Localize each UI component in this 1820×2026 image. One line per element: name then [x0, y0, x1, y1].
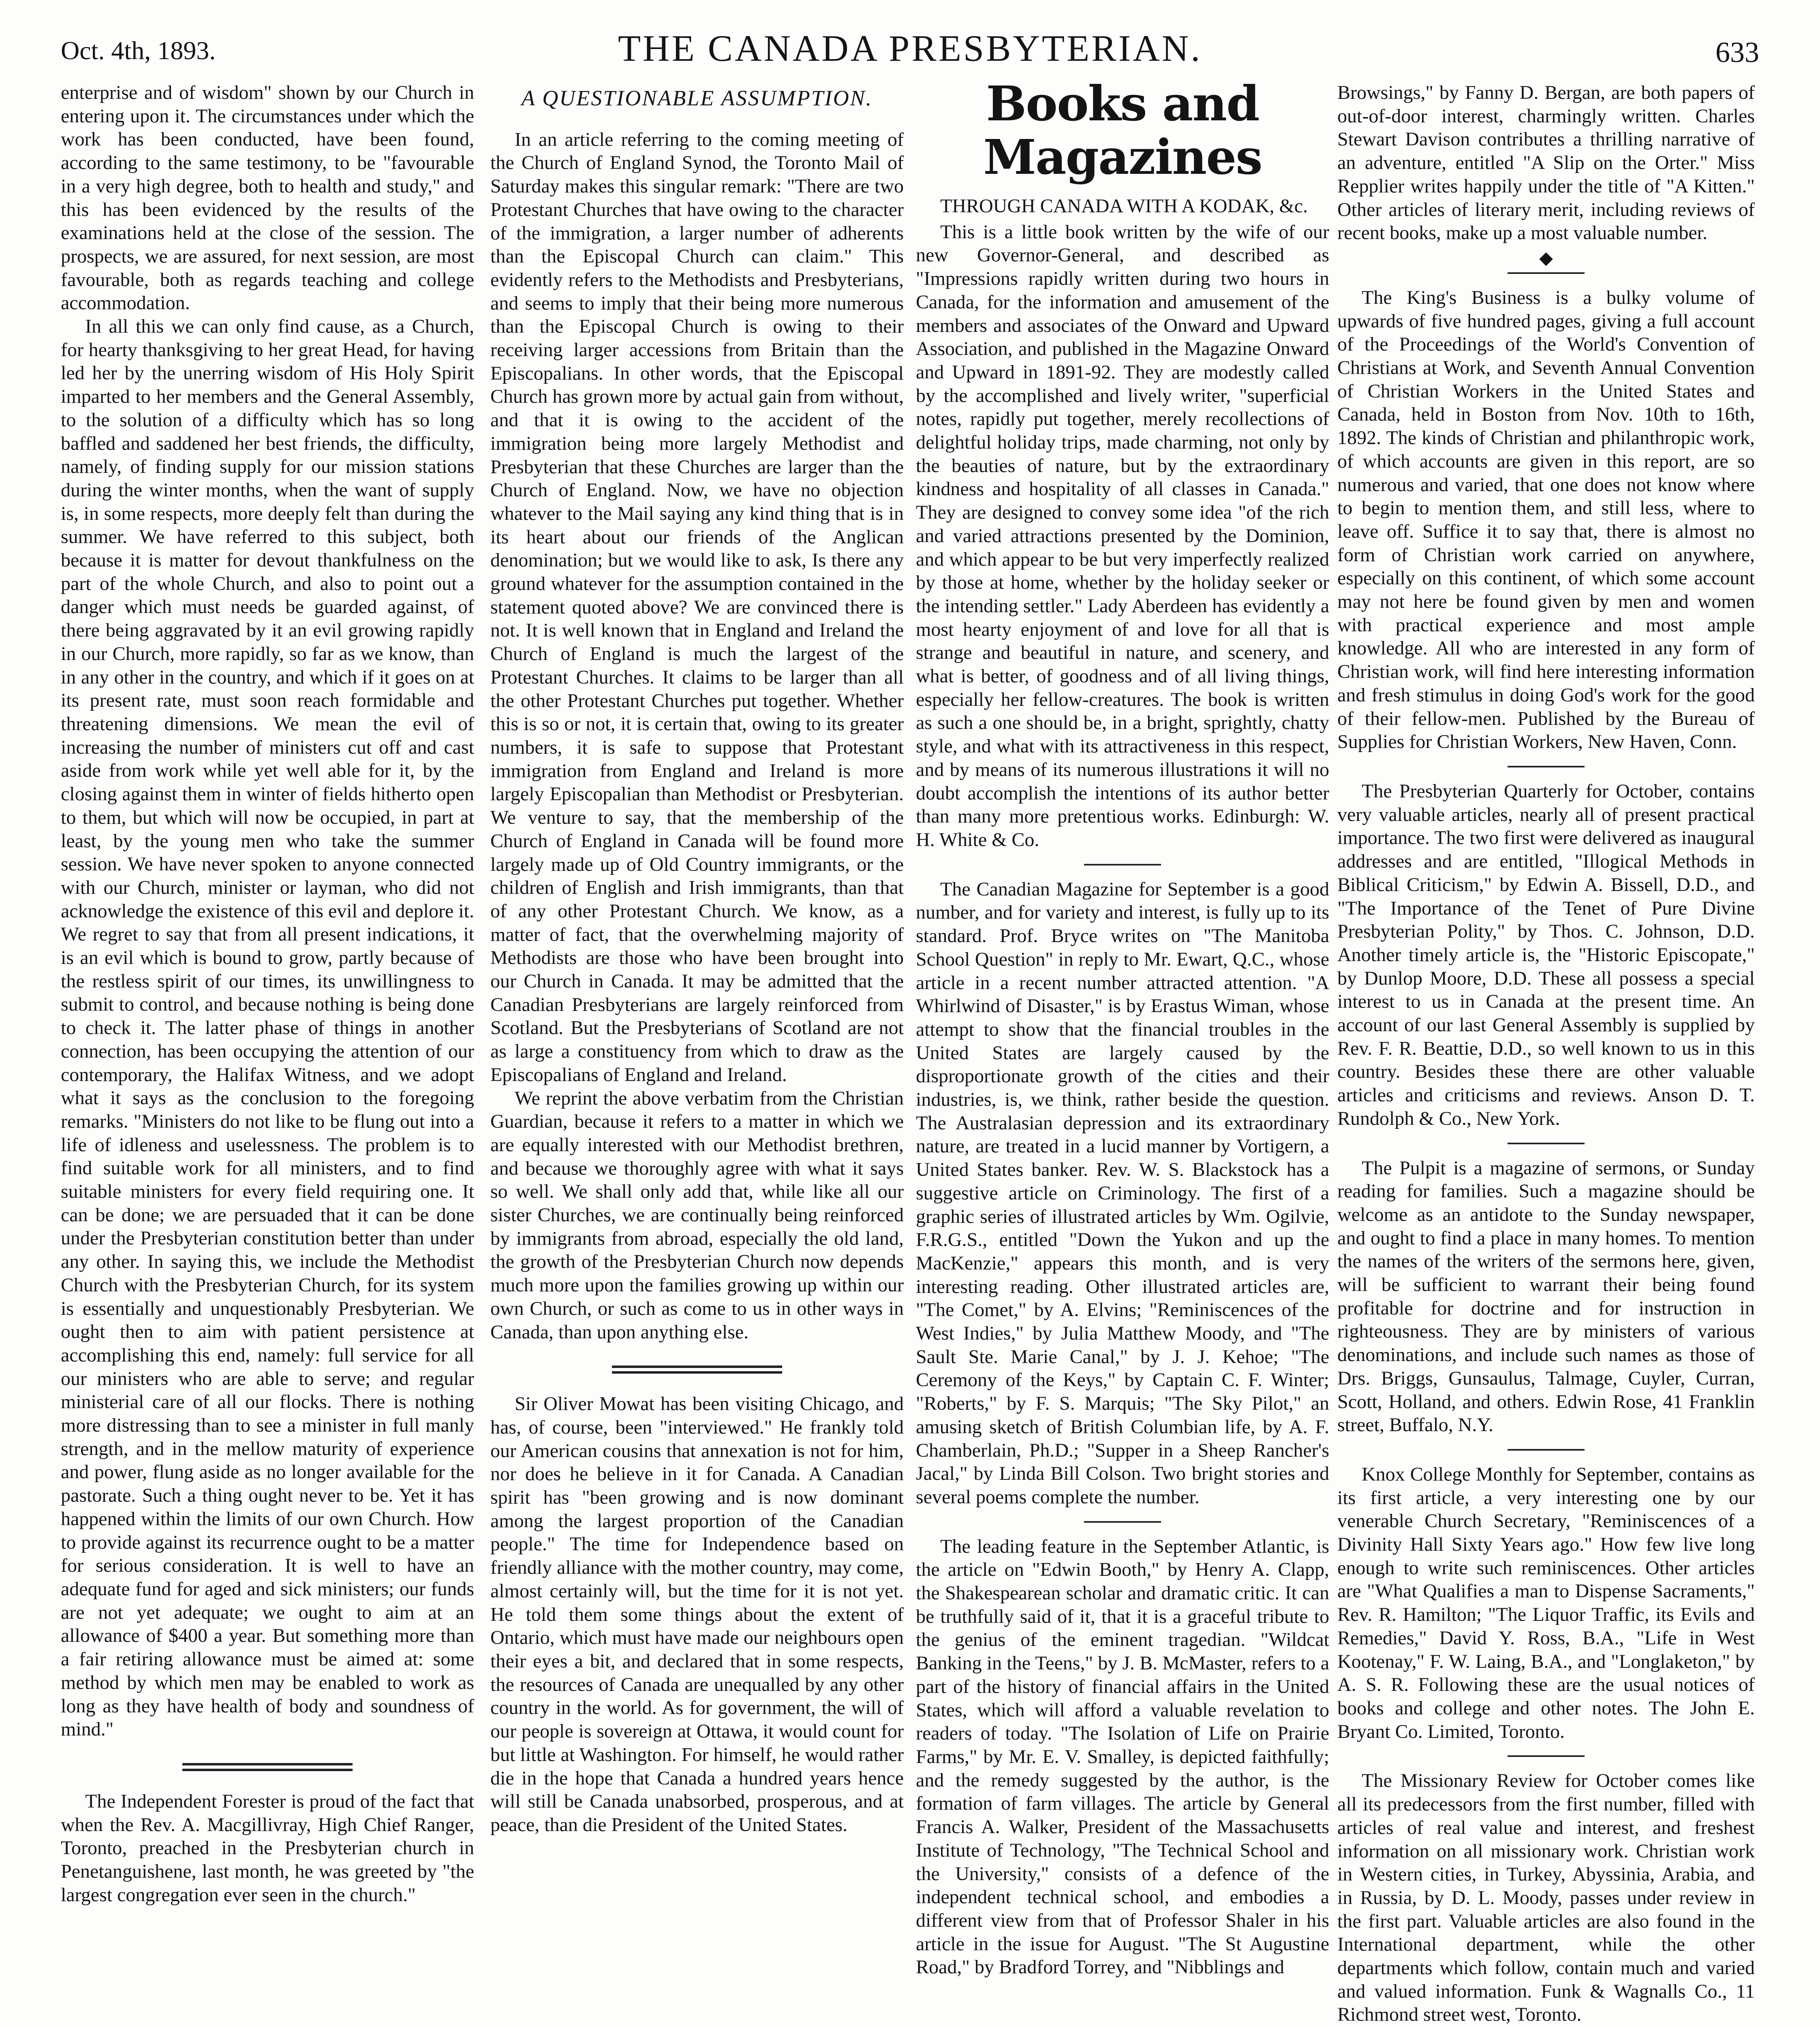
review-presbyterian-quarterly: The Presbyterian Quarterly for October, contains very valuable articles, nearly all of present practical importance. The two first were delivered as inaugural addresses and are entitled, "Illogical Methods in Biblical Criticism," by Edwin A. Bissell, D.D., and "The Importance of the Tenet of Pure Divine Presbyterian Polity," by Thos. C. Johnson, D.D. Another timely article is, the "Historic Episcopate," by Dunlop Moore, D.D. These all possess a special interest to us in Canada at the present time. An account of our last General Assembly is supplied by Rev. F. R. Beattie, D.D., so well known to us in this country. Besides these there are other valuable articles and criticisms and reviews. Anson D. T. Rundolph & Co., New York. — [1337, 780, 1755, 1129]
col1-paragraph-1: enterprise and of wisdom" shown by our Church in entering upon it. The circumstances under which the work has been conducted, have been found, according to the same testimony, to be "favourable in a very high degree, both to health and study," and this has been evidenced by the results of the examinations held at the close of the session. The prospects, we are assured, for next session, are most favourable, both as regards teaching and college accommodation. — [61, 82, 474, 314]
col2-paragraph-2: We reprint the above verbatim from the Christian Guardian, because it refers to a matter in which we are equally interested with our Methodist brethren, and because we thoroughly agree with what it says so well. We shall only add that, while like all our sister Churches, we are continually being reinforced by immigrants from abroad, especially the old land, the growth of the Presbyterian Church now depends much more upon the families growing up within our own Church, or such as come to us in other ways in Canada, than upon anything else. — [490, 1087, 904, 1343]
section-divider — [182, 1763, 353, 1771]
masthead — [61, 24, 1759, 73]
divider — [1508, 272, 1585, 274]
divider — [1508, 1755, 1585, 1757]
newspaper-title: THE CANADA PRESBYTERIAN. — [618, 28, 1202, 69]
col2-paragraph-mowat: Sir Oliver Mowat has been visiting Chicago, and has, of course, been "interviewed." He frankly told our American cousins that annexation is not for him, nor does he believe in it for Canada. A Canadian spirit has "been growing and is now dominant among the largest proportion of the Canadian people." The time for Independence based on friendly alliance with the mother country, may come, almost certainly will, but the time for it is not yet. He told them some things about the extent of Ontario, which must have made our neighbours open their eyes a bit, and declared that in some respects, the resources of Canada are unequalled by any other country in the world. As for government, the will of our people is sovereign at Ottawa, it would count for but little at Washington. For himself, he would rather die in the hope that Canada a hundred years hence will still be Canada unabsorbed, prosperous, and at peace, than die President of the United States. — [490, 1393, 904, 1836]
column-3 — [916, 75, 1329, 1979]
review-missionary-review: The Missionary Review for October comes like all its predecessors from the first number, filled with articles of real value and interest, and freshest information on all missionary work. Christian work in Western cities, in Turkey, Abyssinia, Arabia, and in Russia, by D. L. Moody, passes under review in the first part. Valuable articles are also found in the International department, while the other departments which follow, contain much and varied and valued information. Funk & Wagnalls Co., 11 Richmond street west, Toronto. — [1337, 1770, 1755, 2026]
review-knox-college-monthly: Knox College Monthly for September, contains as its first article, a very interesting one by our venerable Church Secretary, "Reminiscences of a Divinity Hall Sixty Years ago." How few live long enough to write such reminiscences. Other articles are "What Qualifies a man to Dispense Sacraments," Rev. R. Hamilton; "The Liquor Traffic, its Evils and Remedies," David Y. Ross, B.A., "Life in West Kootenay," F. W. Laing, B.A., and "Longlaketon," by A. S. R. Following these are the usual notices of books and college and other notes. The John E. Bryant Co. Limited, Toronto. — [1337, 1463, 1755, 1742]
column-2 — [490, 81, 904, 1837]
divider — [1084, 1521, 1161, 1523]
col1-closing-paragraph: The Independent Forester is proud of the fact that when the Rev. A. Macgillivray, High Chief Ranger, Toronto, preached in the Presbyterian church in Penetanguishene, last month, he was greeted by "the largest congregation ever seen in the church." — [61, 1790, 474, 1906]
article-heading-questionable-assumption: A QUESTIONABLE ASSUMPTION. — [521, 86, 873, 110]
review-kings-business: The King's Business is a bulky volume of upwards of five hundred pages, giving a full account of the Proceedings of the World's Convention of Christians at Work, and Seventh Annual Convention of Christian Workers in the United States and Canada, held in Boston from Nov. 10th to 16th, 1892. The kinds of Christian and philanthropic work, of which accounts are given in this report, are so numerous and varied, that one does not know where to begin to mention them, and still less, where to leave off. Suffice it to say that, there is almost no form of Christian work carried on anywhere, especially on this continent, of which some account may not here be found given by men and women with practical experience and most ample knowledge. All who are interested in any form of Christian work, will find here interesting information and fresh stimulus in doing God's work for the good of their fellow-men. Published by the Bureau of Supplies for Christian Workers, New Haven, Conn. — [1337, 286, 1755, 753]
divider — [1508, 1143, 1585, 1144]
divider — [1084, 864, 1161, 866]
review-kodak: This is a little book written by the wife of our new Governor-General, and described as "Impressions rapidly written during two hours in Canada, for the information and amusement of the members and associates of the Onward and Upward Association, and published in the Magazine Onward and Upward in 1891-92. They are modestly called by the accomplished and lively writer, "superficial notes, rapidly put together, merely recollections of delightful holiday trips, made charming, not only by the beauties of nature, but by the extraordinary kindness and hospitality of all classes in Canada." They are designed to convey some idea "of the rich and varied attractions presented by the Dominion, and which appear to be but very imperfectly realized by those at home, whether by the holiday seeker or the intending settler." Lady Aberdeen has evidently a most hearty enjoyment of and love for all that is strange and beautiful in nature, and scenery, and what is better, of goodness and of all living things, especially her fellow-creatures. The book is written as such a one should be, in a bright, sprightly, chatty style, and what with its attractiveness in this respect, and by means of its numerous illustrations it will no doubt accomplish the intentions of its author better than many more pretentious works. Edinburgh: W. H. White & Co. — [916, 221, 1329, 851]
section-divider — [612, 1366, 782, 1374]
divider — [1508, 1449, 1585, 1451]
col2-paragraph-1: In an article referring to the coming meeting of the Church of England Synod, the Toronto Mail of Saturday makes this singular remark: "There are two Protestant Churches that have owing to the character of the immigration, a larger number of adherents than the Episcopal Church can claim." This evidently refers to the Methodists and Presbyterians, and seems to imply that their being more numerous than the Episcopal Church is owing to their receiving larger accessions from Britain than the Episcopalians. In other words, that the Episcopal Church has grown more by actual gain from without, and that it is owing to the accident of the immigration being more largely Methodist and Presbyterian that these Churches are larger than the Church of England. Now, we have no objection whatever to the Mail saying any kind thing that is in its heart about our friends of the Anglican denomination; but we would like to ask, Is there any ground whatever for the assumption contained in the statement quoted above? We are convinced there is not. It is well known that in England and Ireland the Church of England is much the largest of the Protestant Churches. It claims to be larger than all the other Protestant Churches put together. Whether this is so or not, it is certain that, owing to its greater numbers, it is safe to suppose that Protestant immigration from England and Ireland is more largely Episcopalian than Methodist or Presbyterian. We venture to say, that the membership of the Church of England in Canada will be found more largely made up of Old Country immigrants, or the children of English and Irish immigrants, than that of any other Protestant Church. We know, as a matter of fact, that the overwhelming majority of Methodists are those who have been brought into our Church in Canada. It may be admitted that the Canadian Presbyterians are largely reinforced from Scotland. But the Presbyterians of Scotland are not as large a constituency from which to draw as the Episcopalians of England and Ireland. — [490, 128, 904, 1086]
column-1 — [61, 81, 474, 1906]
issue-date: Oct. 4th, 1893. — [61, 36, 216, 65]
books-and-magazines-title: Books and Magazines — [983, 75, 1262, 185]
column-4 — [1337, 81, 1755, 2026]
divider: ◆ — [1539, 248, 1553, 268]
review-atlantic-continued: Browsings," by Fanny D. Bergan, are both papers of out-of-door interest, charmingly written. Charles Stewart Davison contributes a thrilling narrative of an adventure, entitled "A Slip on the Orter." Miss Repplier writes happily under the title of "A Kitten." Other articles of literary merit, including reviews of recent books, make up a most valuable number. — [1337, 82, 1755, 244]
review-subhead: THROUGH CANADA WITH A KODAK, &c. — [940, 195, 1308, 217]
review-the-pulpit: The Pulpit is a magazine of sermons, or Sunday reading for families. Such a magazine should be welcome as an antidote to the Sunday newspaper, and ought to find a place in many homes. To mention the names of the writers of the sermons here, given, will be sufficient to warrant their being found profitable for doctrine and for instruction in righteousness. They are by ministers of various denominations, and include such names as those of Drs. Briggs, Gunsaulus, Talmage, Cuyler, Curran, Scott, Holland, and others. Edwin Rose, 41 Franklin street, Buffalo, N.Y. — [1337, 1157, 1755, 1436]
page-number: 633 — [1715, 36, 1759, 68]
divider — [1508, 766, 1585, 767]
col1-paragraph-2: In all this we can only find cause, as a Church, for hearty thanksgiving to her great Head, for having led her by the unerring wisdom of His Holy Spirit imparted to her members and the General Assembly, to the solution of a difficulty which has so long baffled and saddened her best friends, the difficulty, namely, of finding supply for our mission stations during the winter months, when the want of supply is, in some respects, more deeply felt than during the summer. We have referred to this subject, both because it is matter for devout thankfulness on the part of the whole Church, and also to point out a danger which must needs be guarded against, of there being aggravated by it an evil growing rapidly in our Church, more rapidly, so far as we know, than in any other in the country, and which if it goes on at its present rate, must soon reach formidable and threatening dimensions. We mean the evil of increasing the number of ministers cut off and cast aside from work while yet well able for it, by the closing against them in winter of fields hitherto open to them, but which will now be occupied, in part at least, by the young men who take the summer session. We have never spoken to anyone connected with our Church, minister or layman, who did not acknowledge the existence of this evil and deplore it. We regret to say that from all present indications, it is an evil which is bound to grow, partly because of the restless spirit of our times, its unwillingness to submit to control, and because nothing is being done to check it. The latter phase of things in another connection, has been occupying the attention of our contemporary, the Halifax Witness, and we adopt what it says as the conclusion to the foregoing remarks. "Ministers do not like to be flung out into a life of idleness and uselessness. The problem is to find suitable work for all ministers, and to find suitable ministers for every field requiring one. It can be done; we are persuaded that it can be done under the Presbyterian constitution better than under any other. In saying this, we include the Methodist Church with the Presbyterian Church, for its system is essentially and unquestionably Presbyterian. We ought then to aim with patient persistence at accomplishing this end, namely: full service for all our ministers who are able to serve; and regular ministerial care of all our flocks. There is nothing more distressing than to see a minister in full manly strength, and in the mellow maturity of experience and power, flung aside as no longer available for the pastorate. Such a thing ought never to be. Yet it has happened within the limits of our own Church. How to provide against its recurrence ought to be a matter for serious consideration. It is well to have an adequate fund for aged and sick ministers; our funds are not yet adequate; we ought to aim at an allowance of $400 a year. But something more than a fair retiring allowance must be aimed at: some method by which men may be enabled to work as long as they have health of body and soundness of mind." — [61, 316, 474, 1740]
review-canadian-magazine: The Canadian Magazine for September is a good number, and for variety and interest, is fully up to its standard. Prof. Bryce writes on "The Manitoba School Question" in reply to Mr. Ewart, Q.C., whose article in a recent number attracted attention. "A Whirlwind of Disaster," is by Erastus Wiman, whose attempt to show that the financial troubles in the United States are largely caused by the disproportionate growth of the cities and their industries, is, we think, rather beside the question. The Australasian depression and its extraordinary nature, are treated in a lucid manner by Vortigern, a United States banker. Rev. W. S. Blackstock has a suggestive article on Criminology. The first of a graphic series of illustrated articles by Wm. Ogilvie, F.R.G.S., entitled "Down the Yukon and up the MacKenzie," appears this month, and is very interesting reading. Other illustrated articles are, "The Comet," by A. Elvins; "Reminiscences of the West Indies," by Julia Matthew Moody, and "The Sault Ste. Marie Canal," by J. J. Kehoe; "The Ceremony of the Keys," by Captain C. F. Winter; "Roberts," by F. S. Marquis; "The Sky Pilot," an amusing sketch of British Columbian life, by A. F. Chamberlain, Ph.D.; "Supper in a Sheep Rancher's Jacal," by Linda Bill Colson. Two bright stories and several poems complete the number. — [916, 878, 1329, 1508]
review-atlantic: The leading feature in the September Atlantic, is the article on "Edwin Booth," by Henry A. Clapp, the Shakespearean scholar and dramatic critic. It can be truthfully said of it, that it is a graceful tribute to the genius of the eminent tragedian. "Wildcat Banking in the Teens," by J. B. McMaster, refers to a part of the history of financial affairs in the United States, which will afford a valuable revelation to readers of today. "The Isolation of Life on Prairie Farms," by Mr. E. V. Smalley, is depicted faithfully; and the remedy suggested by the author, is the formation of farm villages. The article by General Francis A. Walker, President of the Massachusetts Institute of Technology, "The Technical School and the University," consists of a defence of the independent technical school, and embodies a different view from that of Professor Shaler in his article in the issue for August. "The St Augustine Road," by Bradford Torrey, and "Nibblings and — [916, 1535, 1329, 1978]
